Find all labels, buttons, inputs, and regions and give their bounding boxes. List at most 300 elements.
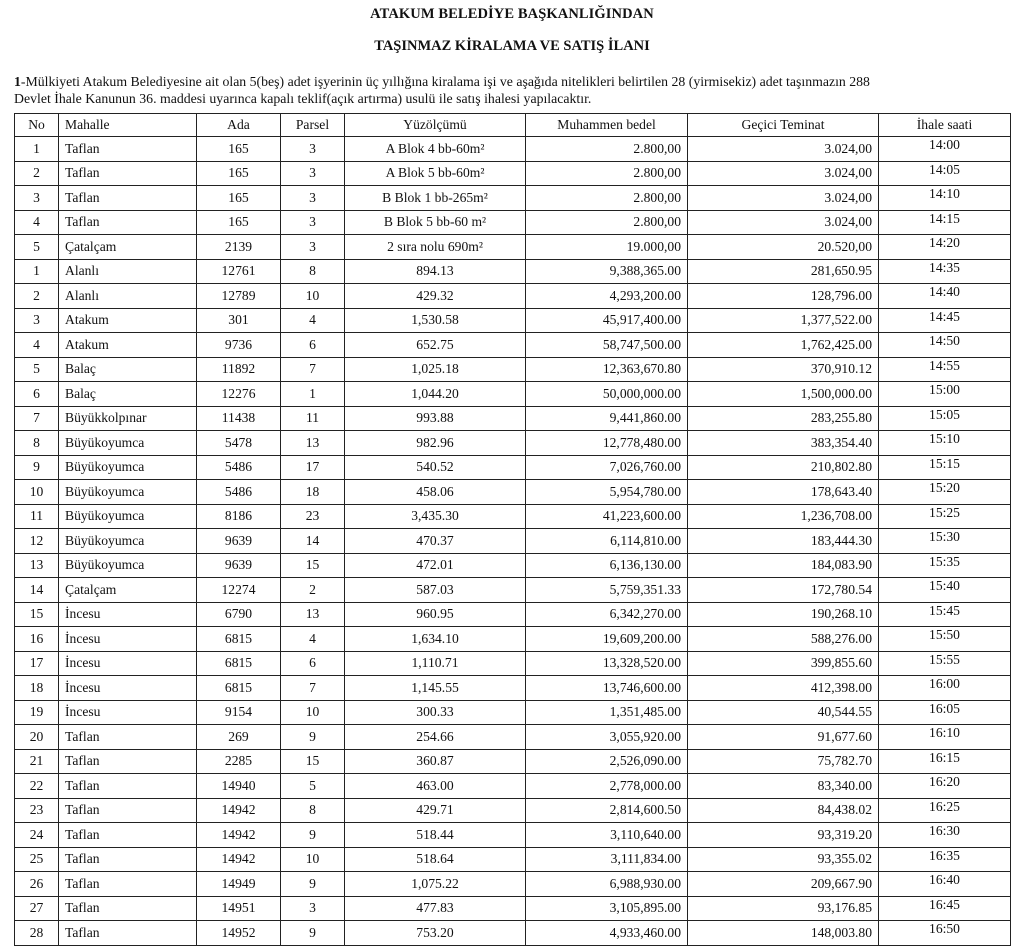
table-row bbox=[15, 651, 1011, 676]
cell-muhammen-bedel: 3,105,895.00 bbox=[526, 896, 688, 921]
cell-muhammen-bedel: 5,759,351.33 bbox=[526, 578, 688, 603]
cell-muhammen-bedel: 1,351,485.00 bbox=[526, 700, 688, 725]
table-row bbox=[15, 210, 1011, 235]
cell-ada: 12789 bbox=[197, 284, 281, 309]
cell-ihale-saati: 16:00 bbox=[879, 676, 1011, 701]
table-row bbox=[15, 896, 1011, 921]
cell-ada: 11892 bbox=[197, 357, 281, 382]
cell-muhammen-bedel: 2,778,000.00 bbox=[526, 774, 688, 799]
intro-line-1 bbox=[14, 73, 1024, 90]
cell-parsel: 10 bbox=[281, 700, 345, 725]
cell-ada: 165 bbox=[197, 210, 281, 235]
col-header-gecici-teminat: Geçici Teminat bbox=[688, 114, 879, 137]
cell-ihale-saati: 15:25 bbox=[879, 504, 1011, 529]
cell-muhammen-bedel: 4,933,460.00 bbox=[526, 921, 688, 946]
cell-mahalle: Taflan bbox=[59, 823, 197, 848]
cell-no: 11 bbox=[15, 504, 59, 529]
cell-parsel: 6 bbox=[281, 333, 345, 358]
cell-no: 5 bbox=[15, 235, 59, 260]
cell-muhammen-bedel: 12,363,670.80 bbox=[526, 357, 688, 382]
cell-gecici-teminat: 1,377,522.00 bbox=[688, 308, 879, 333]
table-row bbox=[15, 700, 1011, 725]
cell-parsel: 4 bbox=[281, 627, 345, 652]
cell-parsel: 7 bbox=[281, 676, 345, 701]
cell-no: 25 bbox=[15, 847, 59, 872]
cell-parsel: 14 bbox=[281, 529, 345, 554]
cell-yuzolcumu: 300.33 bbox=[345, 700, 526, 725]
cell-muhammen-bedel: 41,223,600.00 bbox=[526, 504, 688, 529]
cell-ada: 14951 bbox=[197, 896, 281, 921]
col-header-ada: Ada bbox=[197, 114, 281, 137]
cell-yuzolcumu: 1,145.55 bbox=[345, 676, 526, 701]
cell-no: 9 bbox=[15, 455, 59, 480]
cell-mahalle: Atakum bbox=[59, 308, 197, 333]
cell-ihale-saati: 14:40 bbox=[879, 284, 1011, 309]
cell-ada: 2285 bbox=[197, 749, 281, 774]
cell-mahalle: Büyükoyumca bbox=[59, 455, 197, 480]
cell-parsel: 13 bbox=[281, 602, 345, 627]
cell-yuzolcumu: 753.20 bbox=[345, 921, 526, 946]
cell-muhammen-bedel: 4,293,200.00 bbox=[526, 284, 688, 309]
cell-yuzolcumu: 429.32 bbox=[345, 284, 526, 309]
cell-yuzolcumu: B Blok 5 bb-60 m² bbox=[345, 210, 526, 235]
cell-gecici-teminat: 172,780.54 bbox=[688, 578, 879, 603]
cell-ada: 301 bbox=[197, 308, 281, 333]
cell-yuzolcumu: 518.64 bbox=[345, 847, 526, 872]
cell-no: 19 bbox=[15, 700, 59, 725]
cell-no: 3 bbox=[15, 308, 59, 333]
cell-ihale-saati: 14:15 bbox=[879, 210, 1011, 235]
cell-parsel: 8 bbox=[281, 259, 345, 284]
table-row bbox=[15, 749, 1011, 774]
cell-ihale-saati: 15:40 bbox=[879, 578, 1011, 603]
cell-ihale-saati: 16:25 bbox=[879, 798, 1011, 823]
cell-mahalle: Büyükoyumca bbox=[59, 480, 197, 505]
cell-muhammen-bedel: 19,609,200.00 bbox=[526, 627, 688, 652]
table-row bbox=[15, 357, 1011, 382]
table-row bbox=[15, 406, 1011, 431]
cell-yuzolcumu: 540.52 bbox=[345, 455, 526, 480]
cell-ada: 14942 bbox=[197, 847, 281, 872]
cell-ihale-saati: 16:50 bbox=[879, 921, 1011, 946]
table-row bbox=[15, 137, 1011, 162]
table-row bbox=[15, 578, 1011, 603]
cell-gecici-teminat: 40,544.55 bbox=[688, 700, 879, 725]
cell-yuzolcumu: 960.95 bbox=[345, 602, 526, 627]
cell-gecici-teminat: 1,236,708.00 bbox=[688, 504, 879, 529]
intro-paragraph bbox=[14, 73, 1024, 107]
cell-no: 3 bbox=[15, 186, 59, 211]
cell-mahalle: Atakum bbox=[59, 333, 197, 358]
table-row bbox=[15, 382, 1011, 407]
cell-parsel: 3 bbox=[281, 186, 345, 211]
cell-parsel: 9 bbox=[281, 823, 345, 848]
cell-ihale-saati: 16:10 bbox=[879, 725, 1011, 750]
cell-mahalle: Taflan bbox=[59, 725, 197, 750]
cell-ada: 5486 bbox=[197, 455, 281, 480]
cell-ihale-saati: 15:00 bbox=[879, 382, 1011, 407]
cell-parsel: 17 bbox=[281, 455, 345, 480]
cell-parsel: 1 bbox=[281, 382, 345, 407]
cell-parsel: 2 bbox=[281, 578, 345, 603]
cell-ihale-saati: 16:45 bbox=[879, 896, 1011, 921]
cell-gecici-teminat: 190,268.10 bbox=[688, 602, 879, 627]
cell-muhammen-bedel: 2.800,00 bbox=[526, 161, 688, 186]
cell-gecici-teminat: 3.024,00 bbox=[688, 186, 879, 211]
cell-yuzolcumu: 1,530.58 bbox=[345, 308, 526, 333]
cell-gecici-teminat: 370,910.12 bbox=[688, 357, 879, 382]
cell-gecici-teminat: 3.024,00 bbox=[688, 137, 879, 162]
cell-muhammen-bedel: 5,954,780.00 bbox=[526, 480, 688, 505]
cell-muhammen-bedel: 7,026,760.00 bbox=[526, 455, 688, 480]
cell-mahalle: Taflan bbox=[59, 921, 197, 946]
cell-mahalle: Taflan bbox=[59, 210, 197, 235]
cell-yuzolcumu: 894.13 bbox=[345, 259, 526, 284]
cell-no: 23 bbox=[15, 798, 59, 823]
cell-ada: 12274 bbox=[197, 578, 281, 603]
cell-no: 1 bbox=[15, 259, 59, 284]
cell-parsel: 10 bbox=[281, 284, 345, 309]
table-row bbox=[15, 431, 1011, 456]
cell-mahalle: Büyükoyumca bbox=[59, 504, 197, 529]
cell-parsel: 6 bbox=[281, 651, 345, 676]
cell-muhammen-bedel: 50,000,000.00 bbox=[526, 382, 688, 407]
cell-gecici-teminat: 183,444.30 bbox=[688, 529, 879, 554]
table-header-row bbox=[15, 114, 1011, 137]
cell-yuzolcumu: 993.88 bbox=[345, 406, 526, 431]
cell-ada: 5486 bbox=[197, 480, 281, 505]
cell-yuzolcumu: A Blok 4 bb-60m² bbox=[345, 137, 526, 162]
col-header-yuzolcumu: Yüzölçümü bbox=[345, 114, 526, 137]
cell-no: 22 bbox=[15, 774, 59, 799]
cell-gecici-teminat: 148,003.80 bbox=[688, 921, 879, 946]
table-row bbox=[15, 676, 1011, 701]
cell-muhammen-bedel: 58,747,500.00 bbox=[526, 333, 688, 358]
cell-ada: 9639 bbox=[197, 553, 281, 578]
cell-yuzolcumu: 982.96 bbox=[345, 431, 526, 456]
cell-mahalle: Taflan bbox=[59, 774, 197, 799]
cell-muhammen-bedel: 2.800,00 bbox=[526, 137, 688, 162]
table-row bbox=[15, 186, 1011, 211]
cell-muhammen-bedel: 19.000,00 bbox=[526, 235, 688, 260]
cell-mahalle: Çatalçam bbox=[59, 578, 197, 603]
cell-ada: 12276 bbox=[197, 382, 281, 407]
table-body bbox=[15, 137, 1011, 946]
intro-line-2: Devlet İhale Kanunun 36. maddesi uyarınca kapalı teklif(açık artırma) usulü ile satış ihalesi yapılacaktır. bbox=[14, 91, 592, 106]
table-row bbox=[15, 872, 1011, 897]
cell-yuzolcumu: 1,044.20 bbox=[345, 382, 526, 407]
cell-no: 10 bbox=[15, 480, 59, 505]
cell-parsel: 13 bbox=[281, 431, 345, 456]
table-row bbox=[15, 480, 1011, 505]
cell-ihale-saati: 16:35 bbox=[879, 847, 1011, 872]
cell-mahalle: İncesu bbox=[59, 700, 197, 725]
cell-gecici-teminat: 3.024,00 bbox=[688, 161, 879, 186]
cell-no: 14 bbox=[15, 578, 59, 603]
cell-mahalle: Taflan bbox=[59, 872, 197, 897]
cell-yuzolcumu: 652.75 bbox=[345, 333, 526, 358]
cell-ada: 9736 bbox=[197, 333, 281, 358]
cell-no: 6 bbox=[15, 382, 59, 407]
cell-ihale-saati: 15:50 bbox=[879, 627, 1011, 652]
table-row bbox=[15, 921, 1011, 946]
cell-gecici-teminat: 283,255.80 bbox=[688, 406, 879, 431]
cell-yuzolcumu: 429.71 bbox=[345, 798, 526, 823]
cell-ihale-saati: 14:05 bbox=[879, 161, 1011, 186]
cell-no: 21 bbox=[15, 749, 59, 774]
cell-muhammen-bedel: 6,988,930.00 bbox=[526, 872, 688, 897]
table-row bbox=[15, 308, 1011, 333]
cell-ada: 14949 bbox=[197, 872, 281, 897]
cell-parsel: 11 bbox=[281, 406, 345, 431]
cell-yuzolcumu: B Blok 1 bb-265m² bbox=[345, 186, 526, 211]
cell-ihale-saati: 14:55 bbox=[879, 357, 1011, 382]
cell-gecici-teminat: 209,667.90 bbox=[688, 872, 879, 897]
cell-parsel: 3 bbox=[281, 896, 345, 921]
cell-ihale-saati: 16:40 bbox=[879, 872, 1011, 897]
cell-muhammen-bedel: 9,441,860.00 bbox=[526, 406, 688, 431]
cell-muhammen-bedel: 6,342,270.00 bbox=[526, 602, 688, 627]
table-row bbox=[15, 455, 1011, 480]
cell-ihale-saati: 14:50 bbox=[879, 333, 1011, 358]
cell-no: 26 bbox=[15, 872, 59, 897]
cell-yuzolcumu: 458.06 bbox=[345, 480, 526, 505]
cell-ihale-saati: 15:55 bbox=[879, 651, 1011, 676]
col-header-ihale-saati: İhale saati bbox=[879, 114, 1011, 137]
cell-ihale-saati: 15:30 bbox=[879, 529, 1011, 554]
col-header-muhammen-bedel: Muhammen bedel bbox=[526, 114, 688, 137]
table-row bbox=[15, 553, 1011, 578]
cell-mahalle: Balaç bbox=[59, 357, 197, 382]
cell-muhammen-bedel: 3,055,920.00 bbox=[526, 725, 688, 750]
cell-mahalle: Alanlı bbox=[59, 259, 197, 284]
cell-ihale-saati: 14:10 bbox=[879, 186, 1011, 211]
cell-no: 12 bbox=[15, 529, 59, 554]
cell-no: 20 bbox=[15, 725, 59, 750]
cell-ihale-saati: 16:15 bbox=[879, 749, 1011, 774]
cell-mahalle: Alanlı bbox=[59, 284, 197, 309]
cell-ada: 5478 bbox=[197, 431, 281, 456]
cell-gecici-teminat: 1,500,000.00 bbox=[688, 382, 879, 407]
table-row bbox=[15, 333, 1011, 358]
cell-muhammen-bedel: 2,526,090.00 bbox=[526, 749, 688, 774]
cell-parsel: 3 bbox=[281, 161, 345, 186]
table-row bbox=[15, 504, 1011, 529]
cell-ada: 2139 bbox=[197, 235, 281, 260]
cell-gecici-teminat: 20.520,00 bbox=[688, 235, 879, 260]
cell-ihale-saati: 16:20 bbox=[879, 774, 1011, 799]
cell-muhammen-bedel: 2,814,600.50 bbox=[526, 798, 688, 823]
cell-mahalle: Taflan bbox=[59, 798, 197, 823]
cell-yuzolcumu: A Blok 5 bb-60m² bbox=[345, 161, 526, 186]
cell-gecici-teminat: 128,796.00 bbox=[688, 284, 879, 309]
cell-ihale-saati: 15:10 bbox=[879, 431, 1011, 456]
table-row bbox=[15, 602, 1011, 627]
intro-line-1-text: -Mülkiyeti Atakum Belediyesine ait olan 5(beş) adet işyerinin üç yıllığına kiralama işi ve aşağıda nitelikleri belirtilen 28 (yirmisekiz) adet taşınmazın 288 bbox=[20, 74, 870, 89]
cell-no: 24 bbox=[15, 823, 59, 848]
cell-gecici-teminat: 184,083.90 bbox=[688, 553, 879, 578]
cell-no: 18 bbox=[15, 676, 59, 701]
col-header-no: No bbox=[15, 114, 59, 137]
cell-no: 2 bbox=[15, 284, 59, 309]
cell-mahalle: Taflan bbox=[59, 161, 197, 186]
table-row bbox=[15, 259, 1011, 284]
cell-gecici-teminat: 281,650.95 bbox=[688, 259, 879, 284]
cell-mahalle: Taflan bbox=[59, 137, 197, 162]
cell-yuzolcumu: 470.37 bbox=[345, 529, 526, 554]
col-header-parsel: Parsel bbox=[281, 114, 345, 137]
page-subtitle: TAŞINMAZ KİRALAMA VE SATIŞ İLANI bbox=[374, 38, 650, 54]
cell-ada: 8186 bbox=[197, 504, 281, 529]
cell-ada: 12761 bbox=[197, 259, 281, 284]
cell-yuzolcumu: 3,435.30 bbox=[345, 504, 526, 529]
cell-no: 16 bbox=[15, 627, 59, 652]
page-title: ATAKUM BELEDİYE BAŞKANLIĞINDAN bbox=[370, 6, 654, 22]
cell-muhammen-bedel: 13,328,520.00 bbox=[526, 651, 688, 676]
cell-gecici-teminat: 399,855.60 bbox=[688, 651, 879, 676]
table-row bbox=[15, 725, 1011, 750]
table-row bbox=[15, 627, 1011, 652]
cell-ada: 269 bbox=[197, 725, 281, 750]
cell-muhammen-bedel: 9,388,365.00 bbox=[526, 259, 688, 284]
cell-parsel: 18 bbox=[281, 480, 345, 505]
table-row bbox=[15, 235, 1011, 260]
cell-muhammen-bedel: 6,136,130.00 bbox=[526, 553, 688, 578]
cell-no: 1 bbox=[15, 137, 59, 162]
cell-no: 17 bbox=[15, 651, 59, 676]
cell-ihale-saati: 16:05 bbox=[879, 700, 1011, 725]
cell-parsel: 3 bbox=[281, 210, 345, 235]
cell-yuzolcumu: 1,025.18 bbox=[345, 357, 526, 382]
table-row bbox=[15, 284, 1011, 309]
cell-parsel: 9 bbox=[281, 872, 345, 897]
cell-muhammen-bedel: 45,917,400.00 bbox=[526, 308, 688, 333]
col-header-mahalle: Mahalle bbox=[59, 114, 197, 137]
cell-parsel: 9 bbox=[281, 921, 345, 946]
cell-muhammen-bedel: 12,778,480.00 bbox=[526, 431, 688, 456]
cell-parsel: 15 bbox=[281, 749, 345, 774]
cell-no: 4 bbox=[15, 210, 59, 235]
tender-table bbox=[14, 113, 1011, 946]
cell-mahalle: Büyükoyumca bbox=[59, 529, 197, 554]
cell-yuzolcumu: 587.03 bbox=[345, 578, 526, 603]
cell-ada: 165 bbox=[197, 137, 281, 162]
cell-yuzolcumu: 472.01 bbox=[345, 553, 526, 578]
cell-ada: 11438 bbox=[197, 406, 281, 431]
intro-lead-number: 1 bbox=[14, 74, 21, 89]
cell-ihale-saati: 16:30 bbox=[879, 823, 1011, 848]
cell-ada: 165 bbox=[197, 186, 281, 211]
cell-ihale-saati: 15:20 bbox=[879, 480, 1011, 505]
cell-mahalle: Taflan bbox=[59, 896, 197, 921]
table-row bbox=[15, 161, 1011, 186]
cell-parsel: 10 bbox=[281, 847, 345, 872]
cell-yuzolcumu: 254.66 bbox=[345, 725, 526, 750]
cell-muhammen-bedel: 13,746,600.00 bbox=[526, 676, 688, 701]
cell-no: 2 bbox=[15, 161, 59, 186]
cell-gecici-teminat: 3.024,00 bbox=[688, 210, 879, 235]
cell-yuzolcumu: 1,634.10 bbox=[345, 627, 526, 652]
cell-yuzolcumu: 477.83 bbox=[345, 896, 526, 921]
table-row bbox=[15, 847, 1011, 872]
cell-mahalle: İncesu bbox=[59, 651, 197, 676]
cell-parsel: 3 bbox=[281, 235, 345, 260]
cell-mahalle: Büyükoyumca bbox=[59, 431, 197, 456]
cell-mahalle: Taflan bbox=[59, 847, 197, 872]
cell-no: 13 bbox=[15, 553, 59, 578]
cell-mahalle: İncesu bbox=[59, 627, 197, 652]
table-row bbox=[15, 529, 1011, 554]
cell-mahalle: Çatalçam bbox=[59, 235, 197, 260]
cell-ada: 9639 bbox=[197, 529, 281, 554]
cell-mahalle: Taflan bbox=[59, 186, 197, 211]
cell-parsel: 15 bbox=[281, 553, 345, 578]
cell-ihale-saati: 15:05 bbox=[879, 406, 1011, 431]
cell-ada: 14952 bbox=[197, 921, 281, 946]
cell-parsel: 8 bbox=[281, 798, 345, 823]
cell-ihale-saati: 14:45 bbox=[879, 308, 1011, 333]
cell-muhammen-bedel: 2.800,00 bbox=[526, 186, 688, 211]
cell-ada: 14940 bbox=[197, 774, 281, 799]
cell-parsel: 23 bbox=[281, 504, 345, 529]
table-row bbox=[15, 774, 1011, 799]
cell-ada: 9154 bbox=[197, 700, 281, 725]
cell-muhammen-bedel: 6,114,810.00 bbox=[526, 529, 688, 554]
cell-gecici-teminat: 588,276.00 bbox=[688, 627, 879, 652]
cell-ihale-saati: 15:35 bbox=[879, 553, 1011, 578]
cell-gecici-teminat: 75,782.70 bbox=[688, 749, 879, 774]
table-row bbox=[15, 798, 1011, 823]
cell-gecici-teminat: 93,355.02 bbox=[688, 847, 879, 872]
cell-gecici-teminat: 1,762,425.00 bbox=[688, 333, 879, 358]
cell-no: 5 bbox=[15, 357, 59, 382]
cell-gecici-teminat: 84,438.02 bbox=[688, 798, 879, 823]
cell-no: 28 bbox=[15, 921, 59, 946]
cell-yuzolcumu: 463.00 bbox=[345, 774, 526, 799]
cell-no: 8 bbox=[15, 431, 59, 456]
cell-yuzolcumu: 2 sıra nolu 690m² bbox=[345, 235, 526, 260]
cell-ihale-saati: 14:00 bbox=[879, 137, 1011, 162]
cell-yuzolcumu: 360.87 bbox=[345, 749, 526, 774]
cell-parsel: 3 bbox=[281, 137, 345, 162]
table-row bbox=[15, 823, 1011, 848]
cell-ihale-saati: 14:35 bbox=[879, 259, 1011, 284]
cell-ada: 6815 bbox=[197, 651, 281, 676]
cell-yuzolcumu: 518.44 bbox=[345, 823, 526, 848]
cell-muhammen-bedel: 2.800,00 bbox=[526, 210, 688, 235]
cell-ada: 6815 bbox=[197, 627, 281, 652]
cell-muhammen-bedel: 3,111,834.00 bbox=[526, 847, 688, 872]
cell-mahalle: İncesu bbox=[59, 602, 197, 627]
cell-ada: 165 bbox=[197, 161, 281, 186]
cell-gecici-teminat: 93,319.20 bbox=[688, 823, 879, 848]
cell-gecici-teminat: 93,176.85 bbox=[688, 896, 879, 921]
cell-ihale-saati: 14:20 bbox=[879, 235, 1011, 260]
cell-ada: 6790 bbox=[197, 602, 281, 627]
cell-gecici-teminat: 412,398.00 bbox=[688, 676, 879, 701]
cell-parsel: 7 bbox=[281, 357, 345, 382]
cell-gecici-teminat: 210,802.80 bbox=[688, 455, 879, 480]
cell-ihale-saati: 15:15 bbox=[879, 455, 1011, 480]
cell-parsel: 9 bbox=[281, 725, 345, 750]
cell-no: 4 bbox=[15, 333, 59, 358]
cell-mahalle: Büyükoyumca bbox=[59, 553, 197, 578]
cell-ada: 6815 bbox=[197, 676, 281, 701]
cell-mahalle: Balaç bbox=[59, 382, 197, 407]
cell-muhammen-bedel: 3,110,640.00 bbox=[526, 823, 688, 848]
cell-yuzolcumu: 1,110.71 bbox=[345, 651, 526, 676]
cell-gecici-teminat: 91,677.60 bbox=[688, 725, 879, 750]
